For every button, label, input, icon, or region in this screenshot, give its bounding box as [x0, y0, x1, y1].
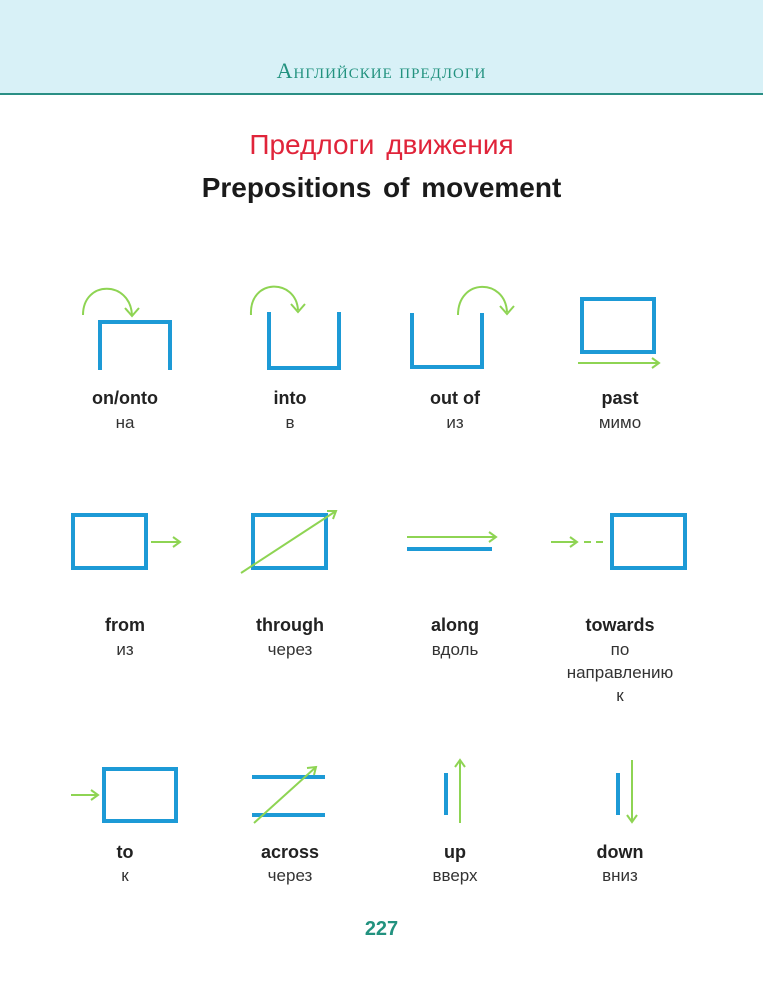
preposition-russian: вверх — [432, 866, 478, 885]
preposition-on-onto — [40, 280, 210, 440]
preposition-russian: из — [446, 413, 464, 432]
preposition-english: through — [256, 615, 324, 635]
preposition-across — [205, 760, 375, 900]
towards-icon — [535, 505, 705, 605]
preposition-to — [40, 760, 210, 900]
out-of-icon — [370, 280, 540, 380]
preposition-through — [205, 505, 375, 705]
preposition-along — [370, 505, 540, 705]
from-icon — [40, 505, 210, 605]
preposition-russian: вдоль — [431, 640, 479, 659]
header-title: Английские предлоги — [276, 58, 487, 83]
preposition-russian: к — [121, 866, 129, 885]
through-icon — [205, 505, 375, 605]
preposition-russian: через — [267, 640, 313, 659]
preposition-towards — [535, 505, 705, 705]
preposition-down — [535, 760, 705, 900]
preposition-english: out of — [430, 388, 480, 408]
preposition-up — [370, 760, 540, 900]
preposition-russian: мимо — [598, 413, 642, 432]
preposition-russian: в — [285, 413, 295, 432]
into-icon — [205, 280, 375, 380]
preposition-russian: через — [267, 866, 313, 885]
preposition-russian: по направлению к — [566, 640, 674, 705]
preposition-english: into — [273, 388, 307, 408]
preposition-russian: из — [116, 640, 134, 659]
preposition-russian: вниз — [602, 866, 638, 885]
preposition-english: past — [601, 388, 639, 408]
page-number: 227 — [364, 918, 399, 940]
page-header — [0, 0, 763, 95]
preposition-english: along — [431, 615, 479, 635]
preposition-russian: на — [115, 413, 135, 432]
on-onto-icon — [40, 280, 210, 380]
title-english: Prepositions of movement — [201, 172, 562, 203]
preposition-into — [205, 280, 375, 440]
preposition-english: from — [105, 615, 145, 635]
preposition-english: on/onto — [92, 388, 158, 408]
preposition-from — [40, 505, 210, 705]
along-icon — [370, 505, 540, 605]
preposition-english: down — [596, 842, 644, 862]
preposition-english: across — [260, 842, 320, 862]
title-russian: Предлоги движения — [249, 129, 514, 160]
preposition-past — [535, 280, 705, 440]
preposition-english: up — [444, 842, 466, 862]
past-icon — [535, 280, 705, 380]
preposition-english: to — [116, 842, 134, 862]
preposition-out-of — [370, 280, 540, 440]
preposition-english: towards — [585, 615, 655, 635]
